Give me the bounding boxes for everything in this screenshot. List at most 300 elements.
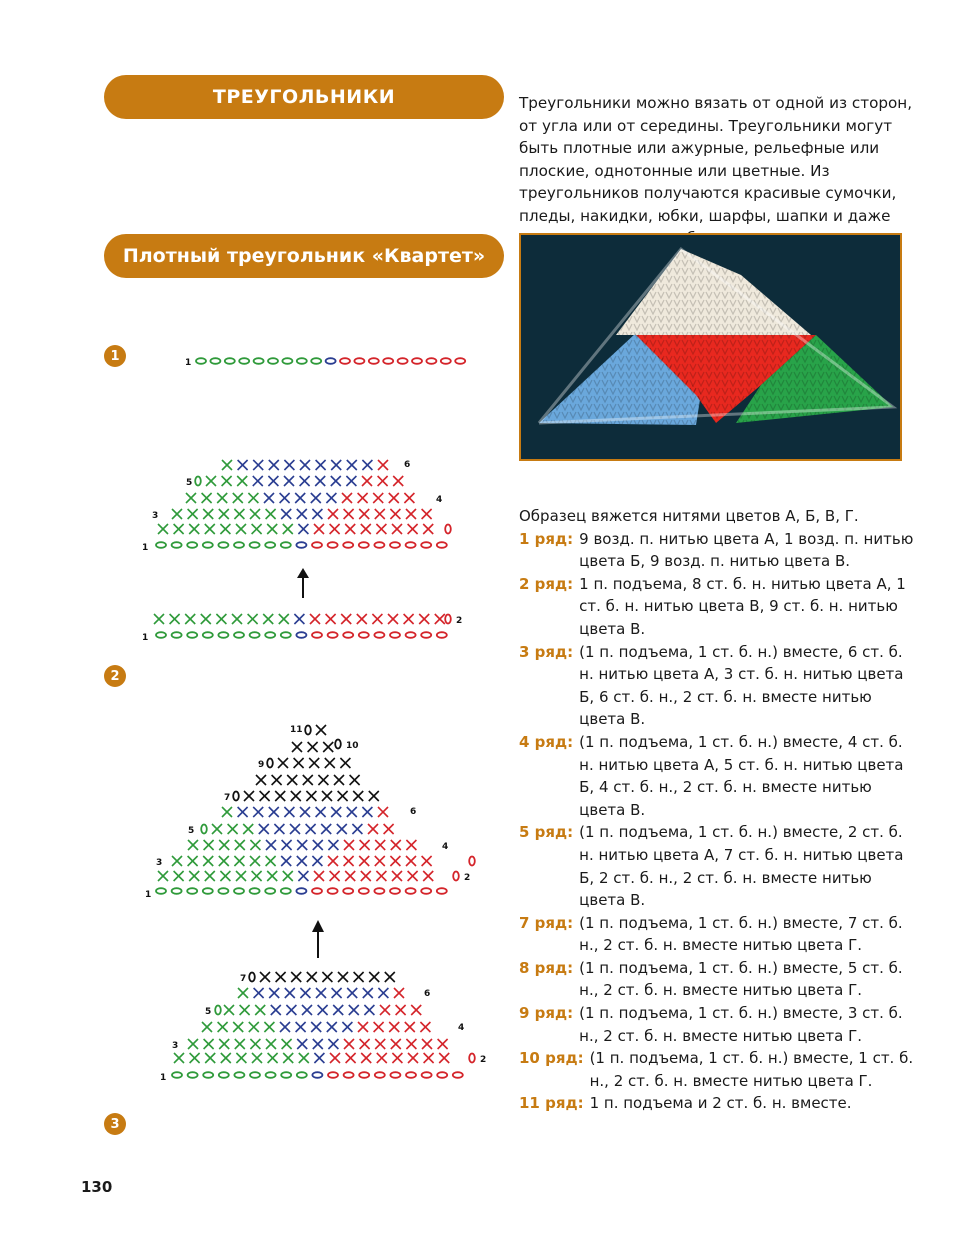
single-crochet-symbol bbox=[344, 509, 354, 519]
single-crochet-symbol bbox=[266, 840, 276, 850]
single-crochet-symbol bbox=[344, 1039, 354, 1049]
single-crochet-symbol bbox=[238, 460, 248, 470]
chain-stitch-symbol bbox=[210, 358, 220, 364]
single-crochet-symbol bbox=[406, 840, 416, 850]
chain-stitch-symbol bbox=[343, 888, 353, 894]
single-crochet-symbol bbox=[404, 614, 414, 624]
single-crochet-symbol bbox=[203, 509, 213, 519]
single-crochet-symbol bbox=[284, 476, 294, 486]
instructions-lead: Образец вяжется нитями цветов А, Б, В, Г. bbox=[519, 507, 859, 525]
turning-chain-symbol bbox=[335, 740, 341, 749]
single-crochet-symbol bbox=[338, 972, 348, 982]
single-crochet-symbol bbox=[269, 807, 279, 817]
single-crochet-symbol bbox=[318, 1005, 328, 1015]
row-text: (1 п. подъема, 1 ст. б. н.) вместе, 2 ст. б. н. нитью цвета А, 7 ст. б. н. нитью цвета Б, 2 ст. б. н., 2 ст. б. н. вместе нитью цвета В. bbox=[579, 823, 904, 910]
single-crochet-symbol bbox=[297, 1039, 307, 1049]
single-crochet-symbol bbox=[389, 1022, 399, 1032]
single-crochet-symbol bbox=[369, 791, 379, 801]
row-number-label: 1 bbox=[145, 890, 152, 900]
single-crochet-symbol bbox=[408, 871, 418, 881]
single-crochet-symbol bbox=[297, 856, 307, 866]
single-crochet-symbol bbox=[330, 1053, 340, 1063]
instruction-row bbox=[519, 957, 919, 1002]
single-crochet-symbol bbox=[250, 856, 260, 866]
page-number: 130 bbox=[81, 1178, 113, 1196]
single-crochet-symbol bbox=[286, 1005, 296, 1015]
single-crochet-symbol bbox=[219, 1039, 229, 1049]
single-crochet-symbol bbox=[326, 493, 336, 503]
single-crochet-symbol bbox=[269, 988, 279, 998]
row-number-label: 10 bbox=[346, 741, 359, 751]
single-crochet-symbol bbox=[352, 824, 362, 834]
chain-stitch-symbol bbox=[340, 358, 350, 364]
row-number-label: 2 bbox=[464, 873, 471, 883]
single-crochet-symbol bbox=[172, 509, 182, 519]
instruction-row bbox=[519, 641, 919, 731]
single-crochet-symbol bbox=[228, 824, 238, 834]
single-crochet-symbol bbox=[318, 775, 328, 785]
single-crochet-symbol bbox=[174, 1053, 184, 1063]
instruction-row bbox=[519, 573, 919, 641]
chain-stitch-symbol bbox=[453, 1072, 463, 1078]
single-crochet-symbol bbox=[252, 871, 262, 881]
row-number-label: 6 bbox=[424, 989, 431, 999]
chain-stitch-symbol bbox=[268, 358, 278, 364]
chain-stitch-symbol bbox=[196, 358, 206, 364]
chain-stitch-symbol bbox=[328, 632, 338, 638]
row-number-label: 1 bbox=[185, 358, 192, 368]
chain-stitch-symbol bbox=[265, 632, 275, 638]
single-crochet-symbol bbox=[306, 791, 316, 801]
chain-stitch-symbol bbox=[437, 1072, 447, 1078]
single-crochet-symbol bbox=[299, 1053, 309, 1063]
single-crochet-symbol bbox=[292, 742, 302, 752]
row-text: 1 п. подъема, 8 ст. б. н. нитью цвета А, 1 ст. б. н. нитью цвета В, 9 ст. б. н. нитью цвета В. bbox=[579, 574, 906, 638]
chain-stitch-symbol bbox=[326, 358, 336, 364]
chain-stitch-symbol bbox=[297, 1072, 307, 1078]
single-crochet-symbol bbox=[287, 775, 297, 785]
single-crochet-symbol bbox=[216, 614, 226, 624]
instruction-row bbox=[519, 912, 919, 957]
single-crochet-symbol bbox=[282, 1039, 292, 1049]
row-number-label: 6 bbox=[404, 460, 411, 470]
single-crochet-symbol bbox=[158, 524, 168, 534]
single-crochet-symbol bbox=[188, 856, 198, 866]
single-crochet-symbol bbox=[328, 840, 338, 850]
single-crochet-symbol bbox=[333, 1005, 343, 1015]
single-crochet-symbol bbox=[302, 1005, 312, 1015]
row-number-label: 7 bbox=[224, 793, 231, 803]
single-crochet-symbol bbox=[316, 725, 326, 735]
single-crochet-symbol bbox=[422, 509, 432, 519]
single-crochet-symbol bbox=[313, 840, 323, 850]
single-crochet-symbol bbox=[340, 758, 350, 768]
single-crochet-symbol bbox=[358, 493, 368, 503]
single-crochet-symbol bbox=[219, 856, 229, 866]
single-crochet-symbol bbox=[222, 807, 232, 817]
single-crochet-symbol bbox=[154, 614, 164, 624]
single-crochet-symbol bbox=[307, 972, 317, 982]
chain-stitch-symbol bbox=[421, 542, 431, 548]
single-crochet-symbol bbox=[347, 807, 357, 817]
single-crochet-symbol bbox=[219, 509, 229, 519]
chain-stitch-symbol bbox=[296, 632, 306, 638]
single-crochet-symbol bbox=[361, 871, 371, 881]
single-crochet-symbol bbox=[275, 791, 285, 801]
single-crochet-symbol bbox=[376, 871, 386, 881]
single-crochet-symbol bbox=[249, 1022, 259, 1032]
single-crochet-symbol bbox=[394, 988, 404, 998]
single-crochet-symbol bbox=[268, 1053, 278, 1063]
single-crochet-symbol bbox=[253, 807, 263, 817]
turning-chain-symbol bbox=[233, 792, 239, 801]
single-crochet-symbol bbox=[375, 1039, 385, 1049]
single-crochet-symbol bbox=[233, 493, 243, 503]
row-number-label: 7 bbox=[240, 974, 247, 984]
chain-stitch-symbol bbox=[254, 358, 264, 364]
single-crochet-symbol bbox=[243, 824, 253, 834]
row-number-label: 1 bbox=[142, 543, 149, 553]
single-crochet-symbol bbox=[325, 758, 335, 768]
row-number-label: 4 bbox=[436, 495, 443, 505]
single-crochet-symbol bbox=[368, 824, 378, 834]
single-crochet-symbol bbox=[259, 824, 269, 834]
single-crochet-symbol bbox=[406, 1039, 416, 1049]
single-crochet-symbol bbox=[330, 871, 340, 881]
single-crochet-symbol bbox=[253, 476, 263, 486]
single-crochet-symbol bbox=[374, 1022, 384, 1032]
row-text: (1 п. подъема, 1 ст. б. н.) вместе, 5 ст. б. н., 2 ст. б. н. вместе нитью цвета Г. bbox=[579, 958, 903, 1000]
single-crochet-symbol bbox=[346, 1053, 356, 1063]
single-crochet-symbol bbox=[341, 614, 351, 624]
turning-chain-symbol bbox=[445, 525, 451, 534]
instruction-row bbox=[519, 528, 919, 573]
single-crochet-symbol bbox=[190, 1053, 200, 1063]
single-crochet-symbol bbox=[266, 1039, 276, 1049]
turning-chain-symbol bbox=[267, 759, 273, 768]
single-crochet-symbol bbox=[438, 1039, 448, 1049]
single-crochet-symbol bbox=[378, 807, 388, 817]
turning-chain-symbol bbox=[249, 973, 255, 982]
single-crochet-symbol bbox=[353, 791, 363, 801]
single-crochet-symbol bbox=[314, 524, 324, 534]
single-crochet-symbol bbox=[347, 460, 357, 470]
single-crochet-symbol bbox=[280, 1022, 290, 1032]
section-title: ТРЕУГОЛЬНИКИ bbox=[212, 86, 396, 108]
chain-stitch-symbol bbox=[265, 888, 275, 894]
single-crochet-symbol bbox=[389, 493, 399, 503]
row-text: (1 п. подъема, 1 ст. б. н.) вместе, 4 ст. б. н. нитью цвета А, 5 ст. б. н. нитью цвета Б, 4 ст. б. н., 2 ст. б. н. вместе нитью цвета В. bbox=[579, 732, 904, 819]
single-crochet-symbol bbox=[354, 972, 364, 982]
single-crochet-symbol bbox=[255, 1005, 265, 1015]
chain-stitch-symbol bbox=[406, 632, 416, 638]
single-crochet-symbol bbox=[295, 493, 305, 503]
row-text: 1 п. подъема и 2 ст. б. н. вместе. bbox=[589, 1094, 852, 1113]
single-crochet-symbol bbox=[411, 1005, 421, 1015]
single-crochet-symbol bbox=[260, 972, 270, 982]
single-crochet-symbol bbox=[269, 460, 279, 470]
chain-stitch-symbol bbox=[265, 542, 275, 548]
row-number-label: 5 bbox=[205, 1007, 212, 1017]
single-crochet-symbol bbox=[264, 1022, 274, 1032]
row-text: (1 п. подъема, 1 ст. б. н.) вместе, 7 ст. б. н., 2 ст. б. н. вместе нитью цвета Г. bbox=[579, 913, 903, 955]
single-crochet-symbol bbox=[375, 856, 385, 866]
row-label: 9 ряд: bbox=[519, 1004, 574, 1023]
single-crochet-symbol bbox=[390, 856, 400, 866]
single-crochet-symbol bbox=[174, 871, 184, 881]
chain-stitch-symbol bbox=[203, 632, 213, 638]
chain-stitch-symbol bbox=[312, 632, 322, 638]
single-crochet-symbol bbox=[405, 1022, 415, 1032]
chain-stitch-symbol bbox=[406, 888, 416, 894]
single-crochet-symbol bbox=[321, 824, 331, 834]
single-crochet-symbol bbox=[189, 871, 199, 881]
single-crochet-symbol bbox=[244, 791, 254, 801]
single-crochet-symbol bbox=[338, 791, 348, 801]
chain-stitch-symbol bbox=[218, 632, 228, 638]
single-crochet-symbol bbox=[235, 1039, 245, 1049]
chain-stitch-symbol bbox=[203, 1072, 213, 1078]
single-crochet-symbol bbox=[360, 1039, 370, 1049]
single-crochet-symbol bbox=[384, 824, 394, 834]
single-crochet-symbol bbox=[360, 840, 370, 850]
single-crochet-symbol bbox=[408, 524, 418, 534]
row-text: (1 п. подъема, 1 ст. б. н.) вместе, 3 ст. б. н., 2 ст. б. н. вместе нитью цвета Г. bbox=[579, 1004, 903, 1045]
chain-stitch-symbol bbox=[422, 1072, 432, 1078]
single-crochet-symbol bbox=[396, 1005, 406, 1015]
single-crochet-symbol bbox=[268, 476, 278, 486]
single-crochet-symbol bbox=[388, 614, 398, 624]
chain-stitch-symbol bbox=[421, 888, 431, 894]
turning-chain-symbol bbox=[453, 872, 459, 881]
single-crochet-symbol bbox=[419, 614, 429, 624]
single-crochet-symbol bbox=[217, 493, 227, 503]
single-crochet-symbol bbox=[236, 1053, 246, 1063]
single-crochet-symbol bbox=[234, 856, 244, 866]
pattern-title: Плотный треугольник «Квартет» bbox=[122, 245, 486, 267]
single-crochet-symbol bbox=[331, 807, 341, 817]
single-crochet-symbol bbox=[233, 1022, 243, 1032]
single-crochet-symbol bbox=[361, 1053, 371, 1063]
single-crochet-symbol bbox=[186, 493, 196, 503]
row-text: 9 возд. п. нитью цвета А, 1 возд. п. нитью цвета Б, 9 возд. п. нитью цвета В. bbox=[579, 529, 914, 571]
single-crochet-symbol bbox=[392, 1053, 402, 1063]
row-text: (1 п. подъема, 1 ст. б. н.) вместе, 6 ст. б. н. нитью цвета А, 3 ст. б. н. нитью цвета Б, 6 ст. б. н., 2 ст. б. н. вместе нитью цвета В. bbox=[579, 642, 904, 729]
single-crochet-symbol bbox=[283, 871, 293, 881]
single-crochet-symbol bbox=[221, 1053, 231, 1063]
single-crochet-symbol bbox=[248, 614, 258, 624]
single-crochet-symbol bbox=[328, 509, 338, 519]
single-crochet-symbol bbox=[316, 807, 326, 817]
single-crochet-symbol bbox=[359, 856, 369, 866]
chain-stitch-symbol bbox=[225, 358, 235, 364]
chain-stitch-symbol bbox=[374, 542, 384, 548]
single-crochet-symbol bbox=[250, 1039, 260, 1049]
chain-stitch-symbol bbox=[203, 888, 213, 894]
single-crochet-symbol bbox=[266, 509, 276, 519]
single-crochet-symbol bbox=[312, 856, 322, 866]
single-crochet-symbol bbox=[308, 742, 318, 752]
single-crochet-symbol bbox=[201, 614, 211, 624]
chain-stitch-symbol bbox=[172, 542, 182, 548]
turning-chain-symbol bbox=[469, 1054, 475, 1063]
single-crochet-symbol bbox=[315, 476, 325, 486]
row-number-label: 4 bbox=[442, 842, 449, 852]
chain-stitch-symbol bbox=[172, 632, 182, 638]
single-crochet-symbol bbox=[404, 493, 414, 503]
single-crochet-symbol bbox=[378, 476, 388, 486]
row-number-label: 9 bbox=[258, 760, 265, 770]
step-2-badge: 2 bbox=[104, 665, 126, 687]
triangle-photo-illustration bbox=[521, 235, 900, 459]
chain-stitch-symbol bbox=[328, 1072, 338, 1078]
single-crochet-symbol bbox=[311, 1022, 321, 1032]
chain-stitch-symbol bbox=[218, 542, 228, 548]
single-crochet-symbol bbox=[219, 840, 229, 850]
intro-paragraph: Треугольники можно вязать от одной из сторон, от угла или от середины. Треугольники могут быть плотные или ажурные, рельефные или плоские, однотонные или цветные. Из треугольников получаются красивые сумочки, пледы, накидки, юбки, шарфы, шапки и даже bbox=[519, 94, 913, 225]
single-crochet-symbol bbox=[189, 524, 199, 534]
single-crochet-symbol bbox=[362, 476, 372, 486]
single-crochet-symbol bbox=[342, 1022, 352, 1032]
chain-stitch-symbol bbox=[441, 358, 451, 364]
chain-stitch-symbol bbox=[421, 632, 431, 638]
row-number-label: 1 bbox=[142, 633, 149, 643]
single-crochet-symbol bbox=[203, 856, 213, 866]
single-crochet-symbol bbox=[252, 524, 262, 534]
chain-stitch-symbol bbox=[328, 542, 338, 548]
single-crochet-symbol bbox=[283, 524, 293, 534]
single-crochet-symbol bbox=[327, 1022, 337, 1032]
single-crochet-symbol bbox=[357, 614, 367, 624]
chain-stitch-symbol bbox=[281, 632, 291, 638]
single-crochet-symbol bbox=[392, 871, 402, 881]
single-crochet-symbol bbox=[373, 493, 383, 503]
turning-chain-symbol bbox=[195, 477, 201, 486]
single-crochet-symbol bbox=[205, 1053, 215, 1063]
single-crochet-symbol bbox=[205, 524, 215, 534]
single-crochet-symbol bbox=[306, 824, 316, 834]
chain-stitch-symbol bbox=[328, 888, 338, 894]
row-number-label: 3 bbox=[152, 511, 159, 521]
single-crochet-symbol bbox=[423, 871, 433, 881]
single-crochet-symbol bbox=[328, 856, 338, 866]
chain-stitch-symbol bbox=[374, 888, 384, 894]
chain-stitch-symbol bbox=[344, 1072, 354, 1078]
single-crochet-symbol bbox=[392, 524, 402, 534]
chain-stitch-symbol bbox=[172, 888, 182, 894]
chain-stitch-symbol bbox=[156, 542, 166, 548]
turning-chain-symbol bbox=[305, 726, 311, 735]
single-crochet-symbol bbox=[316, 460, 326, 470]
single-crochet-symbol bbox=[345, 524, 355, 534]
single-crochet-symbol bbox=[224, 1005, 234, 1015]
row-number-label: 5 bbox=[188, 826, 195, 836]
single-crochet-symbol bbox=[361, 524, 371, 534]
single-crochet-symbol bbox=[276, 972, 286, 982]
chain-stitch-symbol bbox=[390, 888, 400, 894]
single-crochet-symbol bbox=[377, 1053, 387, 1063]
chain-stitch-symbol bbox=[383, 358, 393, 364]
single-crochet-symbol bbox=[378, 460, 388, 470]
single-crochet-symbol bbox=[364, 1005, 374, 1015]
chain-stitch-symbol bbox=[234, 1072, 244, 1078]
single-crochet-symbol bbox=[253, 460, 263, 470]
single-crochet-symbol bbox=[296, 1022, 306, 1032]
single-crochet-symbol bbox=[212, 824, 222, 834]
single-crochet-symbol bbox=[248, 493, 258, 503]
row-text: (1 п. подъема, 1 ст. б. н.) вместе, 1 ст. б. н., 2 ст. б. н. вместе нитью цвета Г. bbox=[589, 1049, 914, 1090]
single-crochet-symbol bbox=[420, 1022, 430, 1032]
single-crochet-symbol bbox=[376, 524, 386, 534]
arrow-head bbox=[312, 920, 324, 932]
single-crochet-symbol bbox=[232, 614, 242, 624]
chain-stitch-symbol bbox=[455, 358, 465, 364]
row-number-label: 2 bbox=[480, 1055, 487, 1065]
single-crochet-symbol bbox=[372, 614, 382, 624]
chain-stitch-symbol bbox=[359, 542, 369, 548]
single-crochet-symbol bbox=[222, 460, 232, 470]
single-crochet-symbol bbox=[303, 775, 313, 785]
single-crochet-symbol bbox=[274, 824, 284, 834]
single-crochet-symbol bbox=[406, 856, 416, 866]
single-crochet-symbol bbox=[369, 972, 379, 982]
single-crochet-symbol bbox=[393, 476, 403, 486]
single-crochet-symbol bbox=[328, 1039, 338, 1049]
single-crochet-symbol bbox=[362, 807, 372, 817]
single-crochet-symbol bbox=[235, 840, 245, 850]
single-crochet-symbol bbox=[330, 524, 340, 534]
single-crochet-symbol bbox=[279, 614, 289, 624]
single-crochet-symbol bbox=[290, 824, 300, 834]
single-crochet-symbol bbox=[291, 972, 301, 982]
single-crochet-symbol bbox=[424, 1053, 434, 1063]
turning-chain-symbol bbox=[469, 857, 475, 866]
turning-chain-symbol bbox=[215, 1006, 221, 1015]
single-crochet-symbol bbox=[185, 614, 195, 624]
single-crochet-symbol bbox=[294, 758, 304, 768]
chain-stitch-symbol bbox=[374, 632, 384, 638]
chain-stitch-symbol bbox=[296, 542, 306, 548]
chain-stitch-symbol bbox=[296, 888, 306, 894]
chain-stitch-symbol bbox=[354, 358, 364, 364]
single-crochet-symbol bbox=[337, 824, 347, 834]
single-crochet-symbol bbox=[422, 856, 432, 866]
single-crochet-symbol bbox=[297, 840, 307, 850]
single-crochet-symbol bbox=[205, 871, 215, 881]
single-crochet-symbol bbox=[314, 1053, 324, 1063]
single-crochet-symbol bbox=[250, 509, 260, 519]
single-crochet-symbol bbox=[314, 871, 324, 881]
single-crochet-symbol bbox=[267, 871, 277, 881]
chain-stitch-symbol bbox=[219, 1072, 229, 1078]
step-3-badge: 3 bbox=[104, 1113, 126, 1135]
chain-stitch-symbol bbox=[250, 1072, 260, 1078]
single-crochet-symbol bbox=[174, 524, 184, 534]
row-label: 4 ряд: bbox=[519, 732, 574, 751]
single-crochet-symbol bbox=[408, 1053, 418, 1063]
chain-stitch-symbol bbox=[437, 888, 447, 894]
single-crochet-symbol bbox=[334, 775, 344, 785]
chain-stitch-symbol bbox=[359, 888, 369, 894]
single-crochet-symbol bbox=[236, 871, 246, 881]
single-crochet-symbol bbox=[322, 972, 332, 982]
chain-stitch-symbol bbox=[390, 542, 400, 548]
single-crochet-symbol bbox=[312, 509, 322, 519]
chain-stitch-symbol bbox=[266, 1072, 276, 1078]
single-crochet-symbol bbox=[234, 509, 244, 519]
single-crochet-symbol bbox=[172, 856, 182, 866]
single-crochet-symbol bbox=[375, 509, 385, 519]
